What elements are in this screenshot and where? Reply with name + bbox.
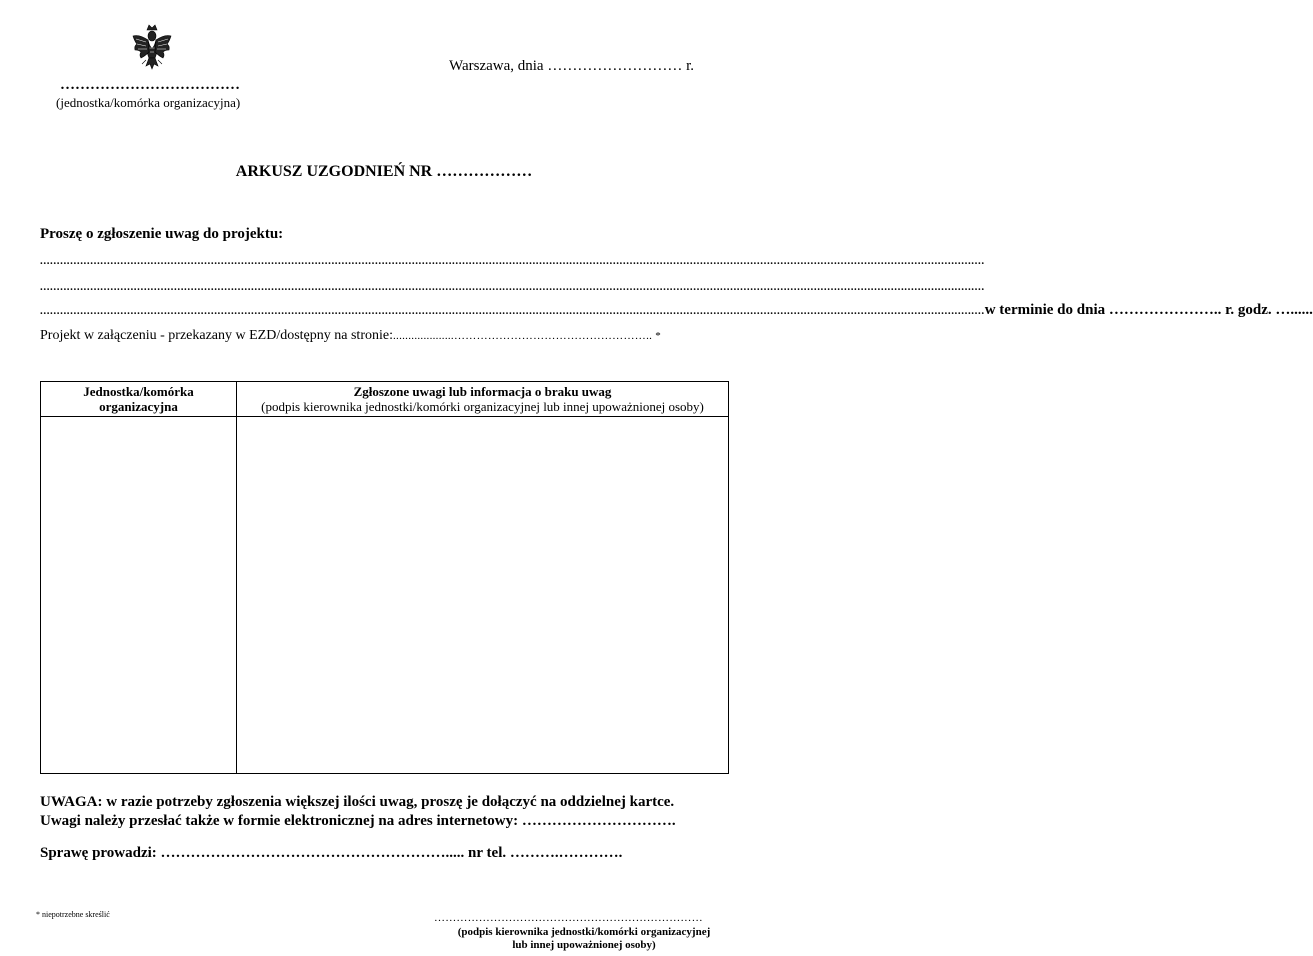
project-blank-line-1: .......................................................................................................................................................................................................................................................................................... <box>40 255 985 267</box>
note-line-1: UWAGA: w razie potrzeby zgłoszenia większej ilości uwag, proszę je dołączyć na oddzielnej kartce. <box>40 794 675 810</box>
comments-entry-cell[interactable] <box>237 417 729 774</box>
unit-entry-cell[interactable] <box>41 417 237 774</box>
attachment-row <box>40 328 728 344</box>
city-date-line: Warszawa, dnia ……………………… r. <box>449 58 694 74</box>
signature-caption-line-1: (podpis kierownika jednostki/komórki organizacyjnej <box>457 926 711 938</box>
agreements-table <box>40 381 729 774</box>
attachment-blank: ....................…………………………………………….. * <box>392 330 662 342</box>
deadline-row <box>40 302 1313 319</box>
project-blank-line-3: .......................................................................................................................................................................................................................................................................................... <box>40 305 985 317</box>
table-header-comments-sub: (podpis kierownika jednostki/komórki organizacyjnej lub innej upoważnionej osoby) <box>261 399 704 414</box>
eagle-emblem-icon <box>129 22 175 72</box>
table-header-comments: Zgłoszone uwagi lub informacja o braku uwag (podpis kierownika jednostki/komórki organizacyjnej lub innej upoważnionej osoby) <box>237 382 729 417</box>
footnote: * niepotrzebne skreślić <box>36 910 110 919</box>
request-label: Proszę o zgłoszenie uwag do projektu: <box>40 226 284 242</box>
organizational-unit-blank: ……………………………… <box>60 77 240 93</box>
document-title: ARKUSZ UZGODNIEŃ NR ……………… <box>235 163 533 180</box>
table-row <box>41 417 729 774</box>
table-header-row <box>41 382 729 417</box>
signature-caption <box>434 926 734 952</box>
signature-blank: ……………………………………………………………… <box>434 912 703 924</box>
attachment-label: Projekt w załączeniu - przekazany w EZD/dostępny na stronie: <box>40 328 393 343</box>
table-header-unit: Jednostka/komórka organizacyjna <box>41 382 237 417</box>
case-handler-line: Sprawę prowadzi: …………………………………………………..... nr tel. ……….…………. <box>40 845 623 861</box>
organizational-unit-caption: (jednostka/komórka organizacyjna) <box>56 95 241 110</box>
note-line-2: Uwagi należy przesłać także w formie elektronicznej na adres internetowy: …………………………. <box>40 813 676 829</box>
deadline-label: w terminie do dnia ………………….. r. godz. …...... <box>984 302 1313 318</box>
project-blank-line-2: .......................................................................................................................................................................................................................................................................................... <box>40 281 985 293</box>
signature-caption-line-2: lub innej upoważnionej osoby) <box>512 939 656 951</box>
